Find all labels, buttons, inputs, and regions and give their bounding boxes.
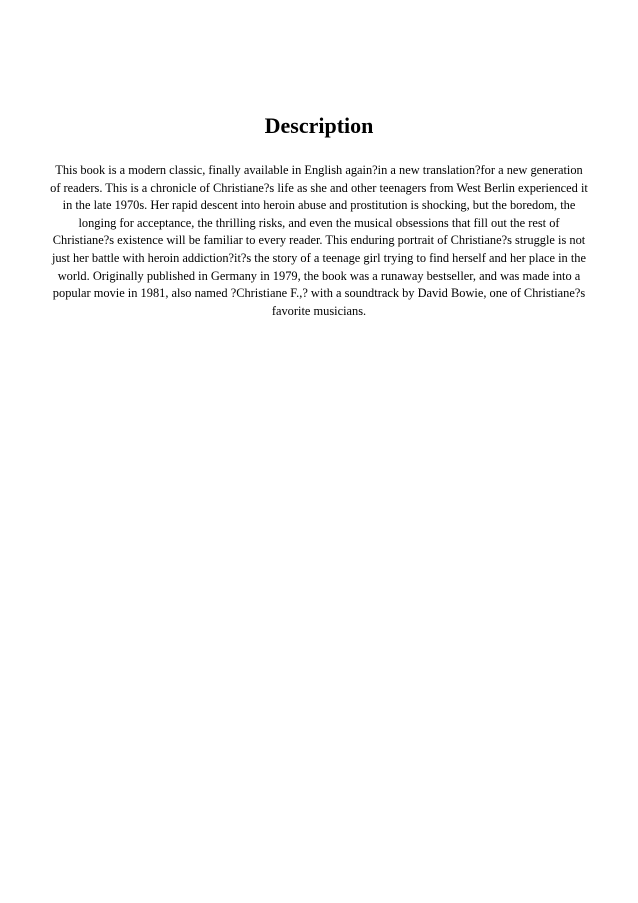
paragraph-line: popular movie in 1981, also named ?Christiane F.,? with a soundtrack by David Bowie, one of Christiane?s [52,286,586,301]
paragraph-line: favorite musicians. [271,303,367,318]
paragraph-line: of readers. This is a chronicle of Christiane?s life as she and other teenagers from West Berlin experienced it [50,180,588,195]
page-title: Description [264,113,374,138]
paragraph-line: just her battle with heroin addiction?it?s the story of a teenage girl trying to find herself and her place in the [51,250,586,265]
paragraph-line: world. Originally published in Germany in 1979, the book was a runaway bestseller, and was made into a [57,268,581,283]
paragraph-line: This book is a modern classic, finally available in English again?in a new translation?for a new generation [55,163,583,177]
paragraph-line: Christiane?s existence will be familiar to every reader. This enduring portrait of Christiane?s struggle is not [52,233,586,248]
paragraph-line: longing for acceptance, the thrilling risks, and even the musical obsessions that fill out the rest of [78,215,560,230]
paragraph-line: in the late 1970s. Her rapid descent into heroin abuse and prostitution is shocking, but the boredom, the [62,198,576,213]
description-paragraph [30,162,608,320]
